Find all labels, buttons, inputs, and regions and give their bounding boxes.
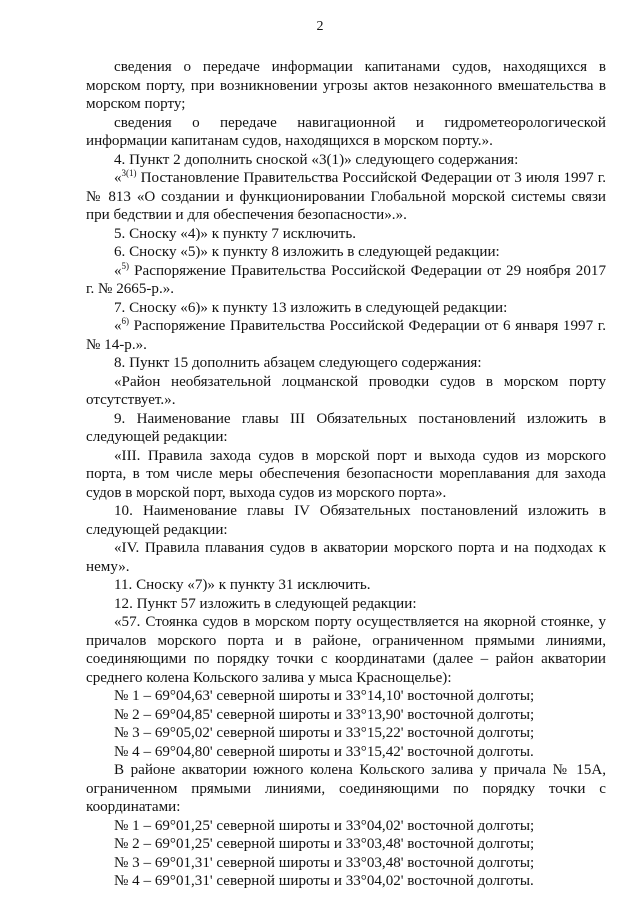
paragraph: 10. Наименование главы IV Обязательных постановлений изложить в следующей редакции: <box>86 503 606 538</box>
paragraph: 11. Сноску «7)» к пункту 31 исключить. <box>114 577 371 593</box>
coordinate-line: № 1 – 69°04,63' северной широты и 33°14,10' восточной долготы; <box>114 688 535 704</box>
paragraph: «IV. Правила плавания судов в акватории морского порта и на подходах к нему». <box>86 540 606 575</box>
coordinate-line: № 3 – 69°05,02' северной широты и 33°15,22' восточной долготы; <box>114 725 535 741</box>
paragraph: «57. Стоянка судов в морском порту осуществляется на якорной стоянке, у причалов морского порта и в районе, ограниченном прямыми линиями, соединяющими по порядку точки с координатами (далее – район акватории среднего колена Кольского залива у мыса Краснощелье): <box>86 614 606 686</box>
paragraph: В районе акватории южного колена Кольского залива у причала № 15А, ограниченном прямыми линиями, соединяющими по порядку точки с координатами: <box>86 762 606 815</box>
paragraph: 5. Сноску «4)» к пункту 7 исключить. <box>114 225 356 242</box>
footnote-paragraph: «$^{6)}$ Распоряжение Правительства Российской Федерации от 6 января 1997 г. № 14-р.». <box>86 316 606 353</box>
footnote-paragraph: «$^{5)}$ Распоряжение Правительства Российской Федерации от 29 ноября 2017 г. № 2665-р.». <box>86 260 606 297</box>
paragraph: 4. Пункт 2 дополнить сноской «3(1)» следующего содержания: <box>114 151 519 168</box>
paragraph: «III. Правила захода судов в морской порт и выхода судов из морского порта, в том числе меры обеспечения безопасности мореплавания для захода судов в морской порт, выхода судов из морского порта». <box>86 447 606 501</box>
document-body <box>86 58 606 891</box>
page-number: 2 <box>316 19 324 34</box>
paragraph: 12. Пункт 57 изложить в следующей редакции: <box>114 595 417 612</box>
paragraph: сведения о передаче навигационной и гидрометеорологической информации капитанам судов, находящихся в морском порту.». <box>86 114 606 149</box>
footnote-marker: 3(1) <box>121 168 137 178</box>
paragraph: 6. Сноску «5)» к пункту 8 изложить в следующей редакции: <box>114 244 500 260</box>
footnote-marker: 6) <box>121 316 130 326</box>
paragraph: «Район необязательной лоцманской проводки судов в морском порту отсутствует.». <box>86 373 606 408</box>
paragraph: 9. Наименование главы III Обязательных постановлений изложить в следующей редакции: <box>86 410 606 445</box>
paragraph: сведения о передаче информации капитанами судов, находящихся в морском порту, при возникновении угрозы актов незаконного вмешательства в морском порту; <box>86 59 606 112</box>
footnote-marker: 5) <box>121 260 130 271</box>
paragraph: 7. Сноску «6)» к пункту 13 изложить в следующей редакции: <box>114 299 508 316</box>
coordinate-line: № 3 – 69°01,31' северной широты и 33°03,48' восточной долготы; <box>114 854 535 871</box>
coordinate-line: № 1 – 69°01,25' северной широты и 33°04,02' восточной долготы; <box>114 817 535 834</box>
footnote-paragraph: «$^{3(1)}$ Постановление Правительства Российской Федерации от 3 июля 1997 г. № 813 «О создании и функционировании Глобальной морской системы связи при бедствии и для обеспечения безопасности».». <box>86 168 606 223</box>
coordinate-line: № 2 – 69°04,85' северной широты и 33°13,90' восточной долготы; <box>114 706 535 723</box>
paragraph: 8. Пункт 15 дополнить абзацем следующего содержания: <box>114 355 482 371</box>
coordinate-line: № 4 – 69°04,80' северной широты и 33°15,42' восточной долготы. <box>114 743 534 760</box>
coordinate-line: № 2 – 69°01,25' северной широты и 33°03,48' восточной долготы; <box>114 836 535 852</box>
coordinate-line: № 4 – 69°01,31' северной широты и 33°04,02' восточной долготы. <box>114 873 534 889</box>
